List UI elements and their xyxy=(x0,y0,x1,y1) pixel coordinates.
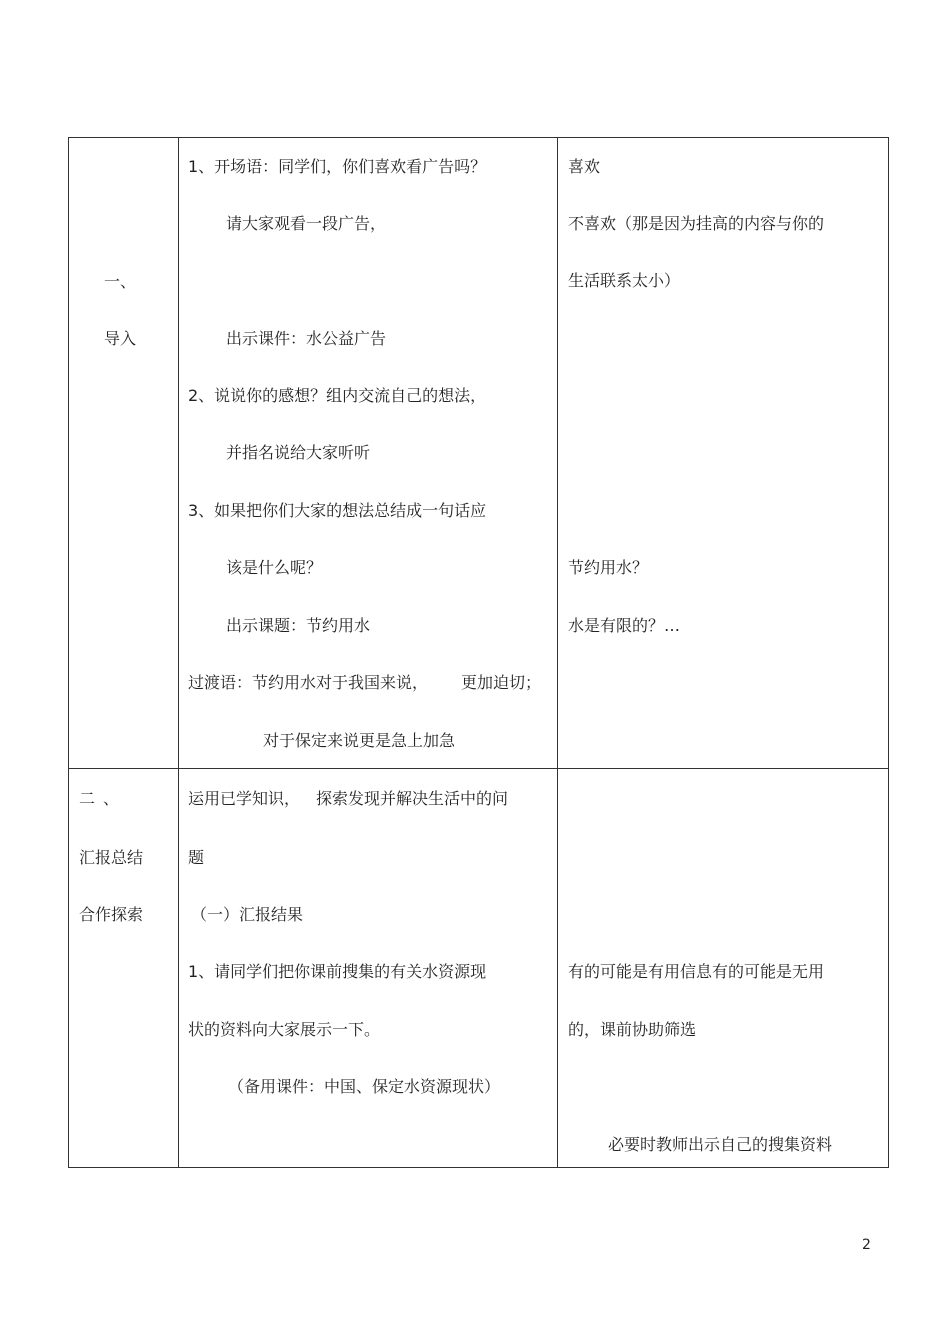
page-number: 2 xyxy=(862,1237,871,1253)
teacher-text: 请大家观看一段广告， xyxy=(226,214,387,233)
stage-label: 二、 xyxy=(79,789,128,808)
teacher-text: 出示课题：节约用水 xyxy=(226,616,371,635)
stage-label: 合作探索 xyxy=(79,905,144,924)
stage-label: 汇报总结 xyxy=(79,848,144,867)
teacher-text: （一）汇报结果 xyxy=(191,905,304,924)
teacher-text: 题 xyxy=(188,848,205,867)
table-column-divider-1 xyxy=(178,137,179,1168)
teacher-text: 2、说说你的感想？组内交流自己的想法， xyxy=(188,386,487,405)
student-text: 喜欢 xyxy=(568,157,601,176)
teacher-text: 并指名说给大家听听 xyxy=(226,443,371,462)
table-border-top xyxy=(68,137,889,138)
table-column-divider-2 xyxy=(557,137,558,1168)
teacher-text: 出示课件：水公益广告 xyxy=(226,329,387,348)
student-text: 生活联系太小） xyxy=(568,271,681,290)
stage-label: 导入 xyxy=(104,329,137,348)
teacher-text: 过渡语：节约用水对于我国来说， xyxy=(188,673,429,692)
student-text: 有的可能是有用信息有的可能是无用 xyxy=(568,962,825,981)
teacher-text: 该是什么呢？ xyxy=(226,558,323,577)
stage-label: 一、 xyxy=(104,272,137,291)
student-text: 的，课前协助筛选 xyxy=(568,1020,697,1039)
teacher-text: 状的资料向大家展示一下。 xyxy=(188,1020,381,1039)
student-text: 节约用水？ xyxy=(568,558,649,577)
teacher-text: 1、请同学们把你课前搜集的有关水资源现 xyxy=(188,962,487,981)
student-text: 必要时教师出示自己的搜集资料 xyxy=(608,1135,833,1154)
table-border-left xyxy=(68,137,69,1168)
teacher-text: 运用已学知识， xyxy=(188,789,301,808)
teacher-text: 探索发现并解决生活中的问 xyxy=(316,789,509,808)
teacher-text: （备用课件：中国、保定水资源现状） xyxy=(228,1077,501,1096)
teacher-text: 对于保定来说更是急上加急 xyxy=(263,731,456,750)
student-text: 水是有限的？… xyxy=(568,616,681,635)
table-border-right xyxy=(888,137,889,1168)
table-border-bottom xyxy=(68,1167,889,1168)
teacher-text: 3、如果把你们大家的想法总结成一句话应 xyxy=(188,501,487,520)
student-text: 不喜欢（那是因为挂高的内容与你的 xyxy=(568,214,825,233)
teacher-text: 1、开场语：同学们，你们喜欢看广告吗？ xyxy=(188,157,487,176)
table-row-divider xyxy=(68,768,889,769)
teacher-text: 更加迫切； xyxy=(461,673,542,692)
